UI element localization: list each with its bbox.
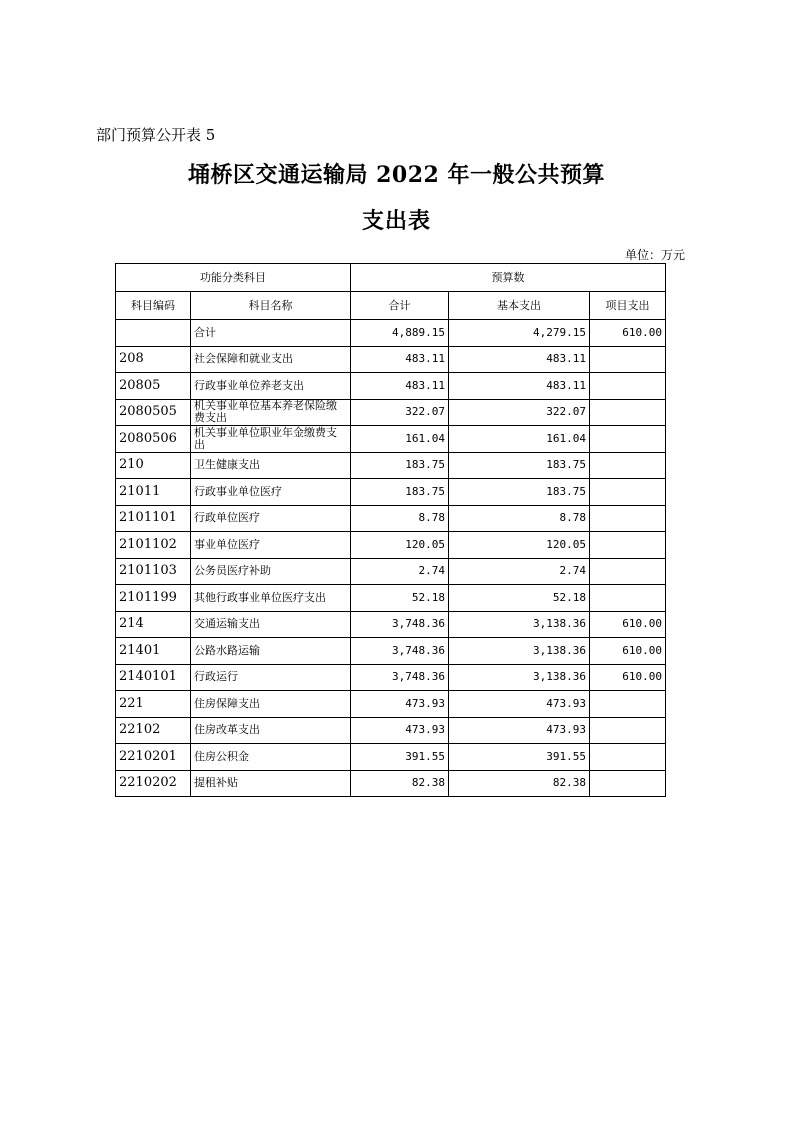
- row-total-cell: 473.93: [351, 717, 449, 744]
- row-total-cell: 4,889.15: [351, 320, 449, 347]
- table-row: [116, 717, 666, 744]
- row-code-cell: 21011: [116, 479, 191, 506]
- row-total-cell: 483.11: [351, 373, 449, 400]
- row-total-cell: 391.55: [351, 744, 449, 771]
- row-project-cell: [590, 585, 666, 612]
- budget-header: 预算数: [351, 264, 666, 292]
- row-total-cell: 161.04: [351, 426, 449, 453]
- row-total-cell: 3,748.36: [351, 611, 449, 638]
- row-project-cell: [590, 399, 666, 426]
- row-project-cell: [590, 532, 666, 559]
- table-row: [116, 611, 666, 638]
- row-code-cell: 210: [116, 452, 191, 479]
- row-project-cell: [590, 558, 666, 585]
- row-name-cell: 机关事业单位基本养老保险缴费支出: [191, 399, 351, 426]
- table-row: [116, 452, 666, 479]
- row-basic-cell: 82.38: [449, 770, 590, 797]
- row-basic-cell: 183.75: [449, 479, 590, 506]
- row-basic-cell: 8.78: [449, 505, 590, 532]
- row-basic-cell: 161.04: [449, 426, 590, 453]
- row-code-cell: 221: [116, 691, 191, 718]
- row-basic-cell: 3,138.36: [449, 611, 590, 638]
- row-name-cell: 社会保障和就业支出: [191, 346, 351, 373]
- row-name-cell: 其他行政事业单位医疗支出: [191, 585, 351, 612]
- row-name-cell: 行政运行: [191, 664, 351, 691]
- row-total-cell: 183.75: [351, 479, 449, 506]
- row-project-cell: [590, 717, 666, 744]
- row-code-cell: [116, 320, 191, 347]
- row-total-cell: 82.38: [351, 770, 449, 797]
- basic-column-header: 基本支出: [449, 292, 590, 320]
- row-project-cell: [590, 426, 666, 453]
- row-project-cell: [590, 770, 666, 797]
- row-basic-cell: 473.93: [449, 717, 590, 744]
- name-column-header: 科目名称: [191, 292, 351, 320]
- row-name-cell: 卫生健康支出: [191, 452, 351, 479]
- row-name-cell: 交通运输支出: [191, 611, 351, 638]
- row-name-cell: 行政事业单位养老支出: [191, 373, 351, 400]
- table-row: [116, 691, 666, 718]
- row-name-cell: 合计: [191, 320, 351, 347]
- row-project-cell: 610.00: [590, 638, 666, 665]
- row-basic-cell: 3,138.36: [449, 638, 590, 665]
- row-project-cell: [590, 479, 666, 506]
- page-title: 埇桥区交通运输局 2022 年一般公共预算: [187, 162, 606, 188]
- table-row: [116, 399, 666, 426]
- row-code-cell: 2101199: [116, 585, 191, 612]
- row-project-cell: 610.00: [590, 611, 666, 638]
- row-name-cell: 住房改革支出: [191, 717, 351, 744]
- table-row: [116, 744, 666, 771]
- row-basic-cell: 2.74: [449, 558, 590, 585]
- row-basic-cell: 483.11: [449, 373, 590, 400]
- table-row: [116, 558, 666, 585]
- row-code-cell: 21401: [116, 638, 191, 665]
- row-total-cell: 322.07: [351, 399, 449, 426]
- row-total-cell: 52.18: [351, 585, 449, 612]
- table-row: [116, 532, 666, 559]
- table-row: [116, 320, 666, 347]
- row-project-cell: 610.00: [590, 664, 666, 691]
- total-column-header: 合计: [351, 292, 449, 320]
- row-project-cell: [590, 744, 666, 771]
- project-column-header: 项目支出: [590, 292, 666, 320]
- row-project-cell: [590, 505, 666, 532]
- page-subtitle: 支出表: [361, 208, 431, 234]
- group-header-row: [116, 264, 666, 292]
- table-row: [116, 585, 666, 612]
- budget-table-body: [116, 320, 666, 797]
- document-label: 部门预算公开表 5: [96, 126, 216, 144]
- row-code-cell: 20805: [116, 373, 191, 400]
- row-name-cell: 机关事业单位职业年金缴费支出: [191, 426, 351, 453]
- row-code-cell: 22102: [116, 717, 191, 744]
- row-name-cell: 行政事业单位医疗: [191, 479, 351, 506]
- budget-table: [115, 263, 666, 797]
- row-basic-cell: 52.18: [449, 585, 590, 612]
- row-code-cell: 2101103: [116, 558, 191, 585]
- row-total-cell: 473.93: [351, 691, 449, 718]
- table-row: [116, 505, 666, 532]
- row-basic-cell: 3,138.36: [449, 664, 590, 691]
- row-total-cell: 120.05: [351, 532, 449, 559]
- row-total-cell: 483.11: [351, 346, 449, 373]
- row-name-cell: 住房保障支出: [191, 691, 351, 718]
- row-code-cell: 214: [116, 611, 191, 638]
- row-basic-cell: 183.75: [449, 452, 590, 479]
- row-code-cell: 2210201: [116, 744, 191, 771]
- row-total-cell: 183.75: [351, 452, 449, 479]
- row-basic-cell: 483.11: [449, 346, 590, 373]
- row-name-cell: 住房公积金: [191, 744, 351, 771]
- table-row: [116, 346, 666, 373]
- unit-label: 单位：万元: [624, 248, 685, 262]
- row-name-cell: 行政单位医疗: [191, 505, 351, 532]
- row-basic-cell: 322.07: [449, 399, 590, 426]
- row-name-cell: 公路水路运输: [191, 638, 351, 665]
- row-total-cell: 8.78: [351, 505, 449, 532]
- row-total-cell: 3,748.36: [351, 638, 449, 665]
- row-project-cell: [590, 452, 666, 479]
- row-code-cell: 2101102: [116, 532, 191, 559]
- row-project-cell: [590, 373, 666, 400]
- table-row: [116, 664, 666, 691]
- row-basic-cell: 391.55: [449, 744, 590, 771]
- row-code-cell: 2101101: [116, 505, 191, 532]
- code-column-header: 科目编码: [116, 292, 191, 320]
- row-project-cell: 610.00: [590, 320, 666, 347]
- table-row: [116, 638, 666, 665]
- function-class-header: 功能分类科目: [116, 264, 351, 292]
- table-row: [116, 426, 666, 453]
- row-basic-cell: 120.05: [449, 532, 590, 559]
- row-name-cell: 事业单位医疗: [191, 532, 351, 559]
- column-header-row: [116, 292, 666, 320]
- table-row: [116, 479, 666, 506]
- row-code-cell: 2080505: [116, 399, 191, 426]
- row-basic-cell: 473.93: [449, 691, 590, 718]
- row-code-cell: 208: [116, 346, 191, 373]
- row-name-cell: 提租补贴: [191, 770, 351, 797]
- table-row: [116, 770, 666, 797]
- row-name-cell: 公务员医疗补助: [191, 558, 351, 585]
- row-code-cell: 2080506: [116, 426, 191, 453]
- row-project-cell: [590, 346, 666, 373]
- row-code-cell: 2210202: [116, 770, 191, 797]
- row-basic-cell: 4,279.15: [449, 320, 590, 347]
- row-total-cell: 3,748.36: [351, 664, 449, 691]
- row-total-cell: 2.74: [351, 558, 449, 585]
- row-project-cell: [590, 691, 666, 718]
- table-row: [116, 373, 666, 400]
- row-code-cell: 2140101: [116, 664, 191, 691]
